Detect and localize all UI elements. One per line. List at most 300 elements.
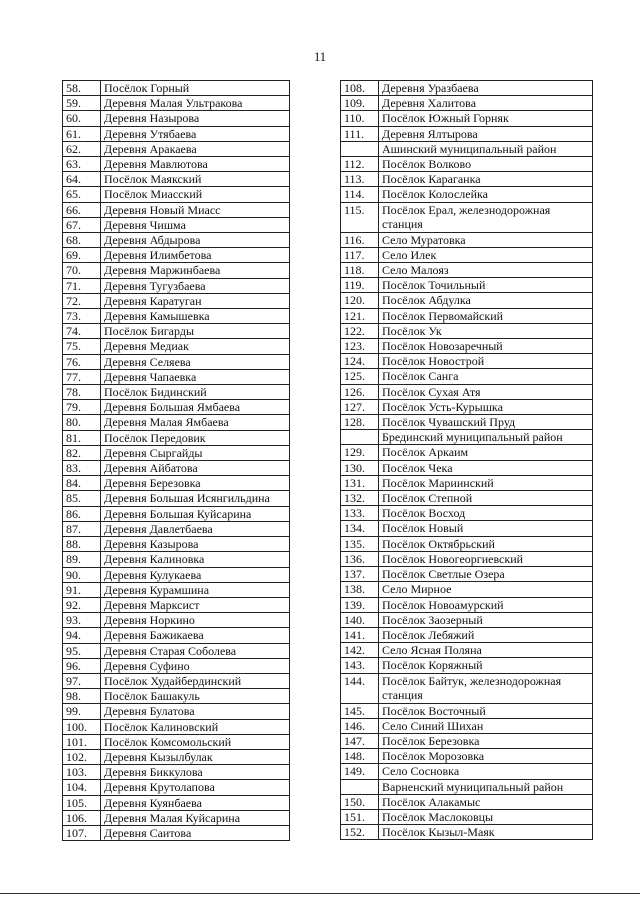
table-row [341,491,593,506]
settlement-name: Деревня Суфино [101,658,290,673]
settlement-name: Посёлок Чувашский Пруд [379,415,593,430]
settlement-name: Посёлок Бидинский [101,385,290,400]
settlement-name: Деревня Большая Исянгильдина [101,491,290,506]
settlement-name: Деревня Халитова [379,96,593,111]
row-number: 75. [63,339,101,354]
table-row [341,157,593,172]
table-row [63,233,290,248]
table-row [341,293,593,308]
table-row [341,111,593,126]
table-row [63,187,290,202]
settlement-name: Деревня Березовка [101,476,290,491]
settlement-name: Посёлок Алакамыс [379,794,593,809]
table-row [341,627,593,642]
table-row [63,582,290,597]
table-row [341,460,593,475]
row-number: 136. [341,551,379,566]
row-number: 90. [63,567,101,582]
settlement-name: Деревня Маржинбаева [101,263,290,278]
settlement-name: Деревня Кулукаева [101,567,290,582]
table-row [341,673,593,703]
row-number: 69. [63,248,101,263]
row-number: 130. [341,460,379,475]
settlement-name: Деревня Мавлютова [101,157,290,172]
settlement-name: Село Ясная Поляна [379,643,593,658]
table-row [63,324,290,339]
row-number: 58. [63,81,101,96]
settlement-name: Посёлок Ерал, железнодорожная станция [379,202,593,232]
row-number: 92. [63,597,101,612]
table-row [63,461,290,476]
row-number: 108. [341,81,379,96]
row-number: 152. [341,825,379,840]
settlement-name: Посёлок Колослейка [379,187,593,202]
table-row [341,612,593,627]
district-heading: Брединский муниципальный район [379,430,593,445]
settlement-name: Деревня Малая Куйсарина [101,810,290,825]
settlement-name: Деревня Утябаева [101,126,290,141]
table-row [63,734,290,749]
district-heading: Ашинский муниципальный район [379,141,593,156]
table-row [63,552,290,567]
row-number: 89. [63,552,101,567]
page-number: 11 [313,50,327,64]
table-row [341,597,593,612]
settlement-name: Деревня Кызылбулак [101,749,290,764]
table-row [63,309,290,324]
settlement-name: Деревня Малая Ультракова [101,96,290,111]
settlement-name: Посёлок Восточный [379,703,593,718]
settlement-name: Село Сосновка [379,764,593,779]
table-row [341,202,593,232]
settlement-name: Деревня Марксист [101,597,290,612]
table-row [63,673,290,688]
table-row [63,491,290,506]
table-row [63,613,290,628]
table-row [341,263,593,278]
row-number: 73. [63,309,101,324]
table-row [63,415,290,430]
table-row [341,399,593,414]
settlement-name: Посёлок Маслоковцы [379,809,593,824]
settlement-name: Посёлок Березовка [379,733,593,748]
settlement-name: Деревня Большая Ямбаева [101,400,290,415]
row-number: 85. [63,491,101,506]
settlements-table-right [340,80,593,840]
row-number: 112. [341,157,379,172]
row-number: 114. [341,187,379,202]
row-number: 78. [63,385,101,400]
row-number: 86. [63,506,101,521]
row-number: 94. [63,628,101,643]
table-row [341,354,593,369]
settlement-name: Посёлок Байтук, железнодорожная станция [379,673,593,703]
row-number: 76. [63,354,101,369]
table-row [63,141,290,156]
table-row [63,248,290,263]
settlements-table-left [62,80,290,841]
settlement-name: Посёлок Передовик [101,430,290,445]
table-row [341,551,593,566]
row-number: 81. [63,430,101,445]
table-row [63,369,290,384]
table-row [341,582,593,597]
settlement-name: Деревня Айбатова [101,461,290,476]
settlement-name: Посёлок Санга [379,369,593,384]
table-row [63,765,290,780]
row-number: 107. [63,825,101,840]
settlement-name: Посёлок Кызыл-Маяк [379,825,593,840]
settlement-name: Деревня Уразбаева [379,81,593,96]
settlement-name: Деревня Абдырова [101,233,290,248]
row-number: 135. [341,536,379,551]
settlement-name: Деревня Норкино [101,613,290,628]
settlement-name: Посёлок Южный Горняк [379,111,593,126]
row-number [341,430,379,445]
row-number: 59. [63,96,101,111]
settlement-name: Деревня Булатова [101,704,290,719]
row-number: 141. [341,627,379,642]
table-row [341,733,593,748]
settlement-name: Посёлок Горный [101,81,290,96]
table-row [341,445,593,460]
row-number: 134. [341,521,379,536]
settlement-name: Посёлок Чека [379,460,593,475]
settlement-name: Посёлок Октябрьский [379,536,593,551]
table-row [63,400,290,415]
row-number: 72. [63,293,101,308]
row-number: 101. [63,734,101,749]
row-number: 145. [341,703,379,718]
row-number: 144. [341,673,379,703]
settlement-name: Деревня Саитова [101,825,290,840]
settlement-name: Деревня Курамшина [101,582,290,597]
row-number: 70. [63,263,101,278]
table-row [341,141,593,156]
settlement-name: Деревня Малая Ямбаева [101,415,290,430]
table-row [341,369,593,384]
row-number: 74. [63,324,101,339]
settlement-name: Деревня Ялтырова [379,126,593,141]
table-row [63,643,290,658]
row-number: 106. [63,810,101,825]
settlement-name: Деревня Чишма [101,217,290,232]
row-number: 66. [63,202,101,217]
table-row [63,354,290,369]
table-row [63,476,290,491]
settlement-name: Посёлок Светлые Озера [379,567,593,582]
settlement-name: Деревня Илимбетова [101,248,290,263]
settlement-name: Посёлок Степной [379,491,593,506]
table-row [341,232,593,247]
table-row [341,187,593,202]
settlement-name: Деревня Назырова [101,111,290,126]
row-number: 128. [341,415,379,430]
settlement-name: Посёлок Восход [379,506,593,521]
table-row [63,689,290,704]
row-number: 138. [341,582,379,597]
row-number: 121. [341,308,379,323]
settlement-name: Деревня Медиак [101,339,290,354]
row-number: 79. [63,400,101,415]
settlement-name: Посёлок Усть-Курышка [379,399,593,414]
table-row [63,293,290,308]
row-number: 110. [341,111,379,126]
row-number: 99. [63,704,101,719]
table-row [63,628,290,643]
settlement-name: Деревня Камышевка [101,309,290,324]
table-row [63,263,290,278]
table-row [341,779,593,794]
row-number: 132. [341,491,379,506]
settlement-name: Посёлок Первомайский [379,308,593,323]
table-row [341,825,593,840]
row-number: 118. [341,263,379,278]
table-row [341,703,593,718]
row-number: 60. [63,111,101,126]
settlement-name: Посёлок Новогеоргиевский [379,551,593,566]
row-number: 97. [63,673,101,688]
settlement-name: Посёлок Ук [379,323,593,338]
table-row [63,157,290,172]
table-row [341,809,593,824]
row-number: 102. [63,749,101,764]
row-number: 109. [341,96,379,111]
settlement-name: Посёлок Маякский [101,172,290,187]
row-number: 71. [63,278,101,293]
table-row [63,217,290,232]
table-row [63,81,290,96]
row-number: 87. [63,521,101,536]
settlement-name: Село Мирное [379,582,593,597]
row-number: 148. [341,749,379,764]
table-row [341,567,593,582]
settlements-table-left-body [63,81,290,841]
settlements-table-right-body [341,81,593,840]
settlement-name: Посёлок Морозовка [379,749,593,764]
row-number: 150. [341,794,379,809]
settlement-name: Село Малояз [379,263,593,278]
table-row [341,506,593,521]
row-number: 116. [341,232,379,247]
settlement-name: Посёлок Абдулка [379,293,593,308]
settlement-name: Деревня Селяева [101,354,290,369]
table-row [341,172,593,187]
table-row [63,521,290,536]
table-row [63,537,290,552]
table-row [63,597,290,612]
table-row [341,247,593,262]
table-row [63,126,290,141]
row-number: 83. [63,461,101,476]
table-row [341,278,593,293]
settlement-name: Деревня Калиновка [101,552,290,567]
row-number: 77. [63,369,101,384]
row-number: 105. [63,795,101,810]
table-row [63,704,290,719]
row-number: 142. [341,643,379,658]
row-number: 126. [341,384,379,399]
table-row [341,475,593,490]
table-row [341,126,593,141]
row-number: 122. [341,323,379,338]
table-row [341,749,593,764]
settlement-name: Село Муратовка [379,232,593,247]
settlement-name: Посёлок Аркаим [379,445,593,460]
table-row [341,430,593,445]
row-number: 82. [63,445,101,460]
table-row [341,323,593,338]
table-row [63,385,290,400]
row-number: 88. [63,537,101,552]
settlement-name: Посёлок Сухая Атя [379,384,593,399]
settlement-name: Посёлок Волково [379,157,593,172]
row-number: 127. [341,399,379,414]
row-number: 149. [341,764,379,779]
settlement-name: Посёлок Мариинский [379,475,593,490]
row-number: 63. [63,157,101,172]
settlement-name: Посёлок Новострой [379,354,593,369]
row-number: 111. [341,126,379,141]
table-row [63,96,290,111]
table-row [63,445,290,460]
settlement-name: Посёлок Новый [379,521,593,536]
table-row [341,718,593,733]
row-number: 119. [341,278,379,293]
settlement-name: Село Синий Шихан [379,718,593,733]
table-row [341,794,593,809]
settlement-name: Деревня Каратуган [101,293,290,308]
table-row [63,719,290,734]
settlement-name: Посёлок Заозерный [379,612,593,627]
table-row [63,172,290,187]
row-number: 68. [63,233,101,248]
row-number: 125. [341,369,379,384]
settlement-name: Посёлок Худайбердинский [101,673,290,688]
row-number [341,141,379,156]
row-number: 80. [63,415,101,430]
row-number: 67. [63,217,101,232]
settlement-name: Деревня Чапаевка [101,369,290,384]
table-row [341,764,593,779]
table-row [63,795,290,810]
row-number: 124. [341,354,379,369]
settlement-name: Деревня Сыргайды [101,445,290,460]
settlement-name: Деревня Аракаева [101,141,290,156]
table-row [63,658,290,673]
row-number: 100. [63,719,101,734]
table-row [341,308,593,323]
table-row [341,643,593,658]
settlement-name: Деревня Куянбаева [101,795,290,810]
footer-divider [0,893,640,894]
table-row [63,825,290,840]
settlement-name: Посёлок Новозаречный [379,339,593,354]
row-number: 123. [341,339,379,354]
table-row [341,384,593,399]
table-row [341,96,593,111]
settlement-name: Село Илек [379,247,593,262]
settlement-name: Посёлок Башакуль [101,689,290,704]
table-row [63,111,290,126]
settlement-name: Деревня Казырова [101,537,290,552]
table-row [341,339,593,354]
settlement-name: Деревня Биккулова [101,765,290,780]
settlement-name: Деревня Старая Соболева [101,643,290,658]
row-number: 103. [63,765,101,780]
settlement-name: Деревня Крутолапова [101,780,290,795]
table-row [63,780,290,795]
table-row [63,567,290,582]
settlement-name: Посёлок Калиновский [101,719,290,734]
row-number: 140. [341,612,379,627]
row-number: 98. [63,689,101,704]
settlement-name: Деревня Давлетбаева [101,521,290,536]
settlement-name: Посёлок Лебяжий [379,627,593,642]
settlement-name: Деревня Большая Куйсарина [101,506,290,521]
table-row [63,278,290,293]
settlement-name: Посёлок Новоамурский [379,597,593,612]
settlement-name: Деревня Новый Миасс [101,202,290,217]
settlement-name: Посёлок Караганка [379,172,593,187]
settlement-name: Посёлок Миасский [101,187,290,202]
table-row [63,202,290,217]
row-number: 62. [63,141,101,156]
row-number: 65. [63,187,101,202]
row-number: 147. [341,733,379,748]
settlement-name: Посёлок Бигарды [101,324,290,339]
table-row [341,81,593,96]
table-row [341,658,593,673]
row-number: 96. [63,658,101,673]
row-number: 61. [63,126,101,141]
row-number: 104. [63,780,101,795]
row-number: 151. [341,809,379,824]
table-row [63,339,290,354]
settlement-name: Посёлок Комсомольский [101,734,290,749]
table-row [341,521,593,536]
row-number: 143. [341,658,379,673]
table-row [63,749,290,764]
settlement-name: Посёлок Коряжный [379,658,593,673]
row-number: 95. [63,643,101,658]
row-number: 64. [63,172,101,187]
table-row [63,506,290,521]
table-row [63,810,290,825]
row-number: 91. [63,582,101,597]
table-row [63,430,290,445]
row-number [341,779,379,794]
row-number: 146. [341,718,379,733]
row-number: 133. [341,506,379,521]
district-heading: Варненский муниципальный район [379,779,593,794]
row-number: 139. [341,597,379,612]
row-number: 137. [341,567,379,582]
row-number: 129. [341,445,379,460]
table-row [341,536,593,551]
table-row [341,415,593,430]
row-number: 115. [341,202,379,232]
row-number: 93. [63,613,101,628]
row-number: 113. [341,172,379,187]
settlement-name: Посёлок Точильный [379,278,593,293]
row-number: 131. [341,475,379,490]
row-number: 84. [63,476,101,491]
row-number: 120. [341,293,379,308]
settlement-name: Деревня Тугузбаева [101,278,290,293]
row-number: 117. [341,247,379,262]
settlement-name: Деревня Бажикаева [101,628,290,643]
